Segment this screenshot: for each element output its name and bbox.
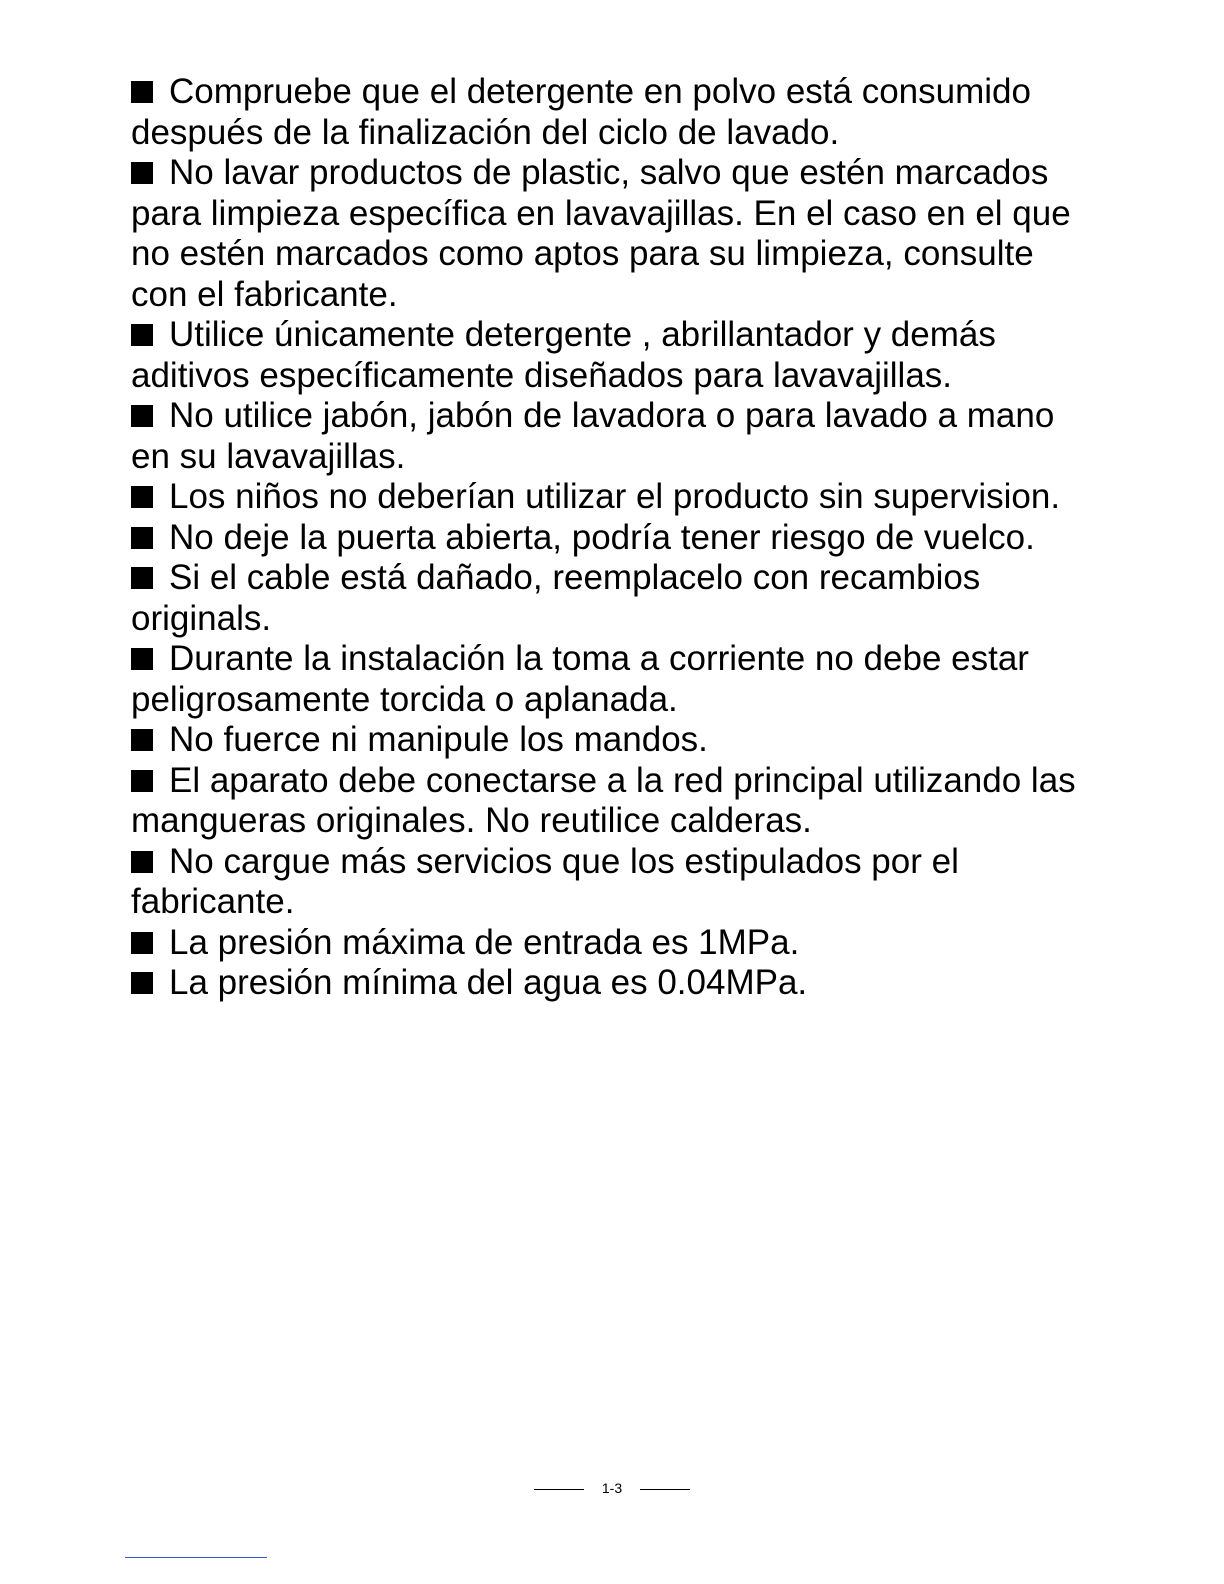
list-item (131, 558, 1081, 639)
square-bullet-icon (131, 648, 153, 670)
list-item-text: Durante la instalación la toma a corriente no debe estar peligrosamente torcida o aplanada. (131, 639, 1029, 719)
list-item-text: Utilice únicamente detergente , abrillantador y demás aditivos específicamente diseñados para lavavajillas. (131, 315, 996, 395)
safety-list (131, 72, 1081, 1004)
page-number: 1-3 (601, 1480, 623, 1496)
list-item (131, 153, 1081, 315)
list-item (131, 842, 1081, 923)
footer-rule-left (534, 1489, 584, 1490)
square-bullet-icon (131, 972, 153, 994)
footer-rule-right (640, 1489, 690, 1490)
list-item (131, 72, 1081, 153)
list-item (131, 396, 1081, 477)
square-bullet-icon (131, 405, 153, 427)
list-item (131, 315, 1081, 396)
list-item (131, 477, 1081, 518)
square-bullet-icon (131, 729, 153, 751)
list-item (131, 518, 1081, 559)
list-item (131, 923, 1081, 964)
square-bullet-icon (131, 81, 153, 103)
list-item (131, 963, 1081, 1004)
square-bullet-icon (131, 324, 153, 346)
square-bullet-icon (131, 486, 153, 508)
square-bullet-icon (131, 851, 153, 873)
list-item-text: El aparato debe conectarse a la red principal utilizando las mangueras originales. No reutilice calderas. (131, 760, 1076, 840)
list-item-text: La presión mínima del agua es 0.04MPa. (169, 963, 808, 1002)
list-item-text: No cargue más servicios que los estipulados por el fabricante. (131, 841, 959, 921)
list-item-text: No deje la puerta abierta, podría tener riesgo de vuelco. (169, 517, 1035, 557)
square-bullet-icon (131, 932, 153, 954)
bottom-divider (125, 1557, 267, 1558)
list-item-text: No fuerce ni manipule los mandos. (169, 720, 708, 759)
list-item-text: Los niños no deberían utilizar el producto sin supervision. (169, 477, 1061, 516)
page-footer (0, 1478, 1224, 1498)
list-item-text: La presión máxima de entrada es 1MPa. (169, 922, 800, 962)
list-item (131, 761, 1081, 842)
square-bullet-icon (131, 162, 153, 184)
square-bullet-icon (131, 567, 153, 589)
square-bullet-icon (131, 527, 153, 549)
list-item-text: Compruebe que el detergente en polvo está consumido después de la finalización del ciclo de lavado. (131, 72, 1031, 152)
list-item-text: No lavar productos de plastic, salvo que estén marcados para limpieza específica en lavavajillas. En el caso en el que no estén marcados como aptos para su limpieza, consulte con el fabricante. (131, 153, 1071, 314)
square-bullet-icon (131, 770, 153, 792)
list-item-text: No utilice jabón, jabón de lavadora o para lavado a mano en su lavavajillas. (131, 396, 1055, 476)
list-item (131, 639, 1081, 720)
list-item-text: Si el cable está dañado, reemplacelo con recambios originals. (131, 558, 981, 638)
list-item (131, 720, 1081, 761)
